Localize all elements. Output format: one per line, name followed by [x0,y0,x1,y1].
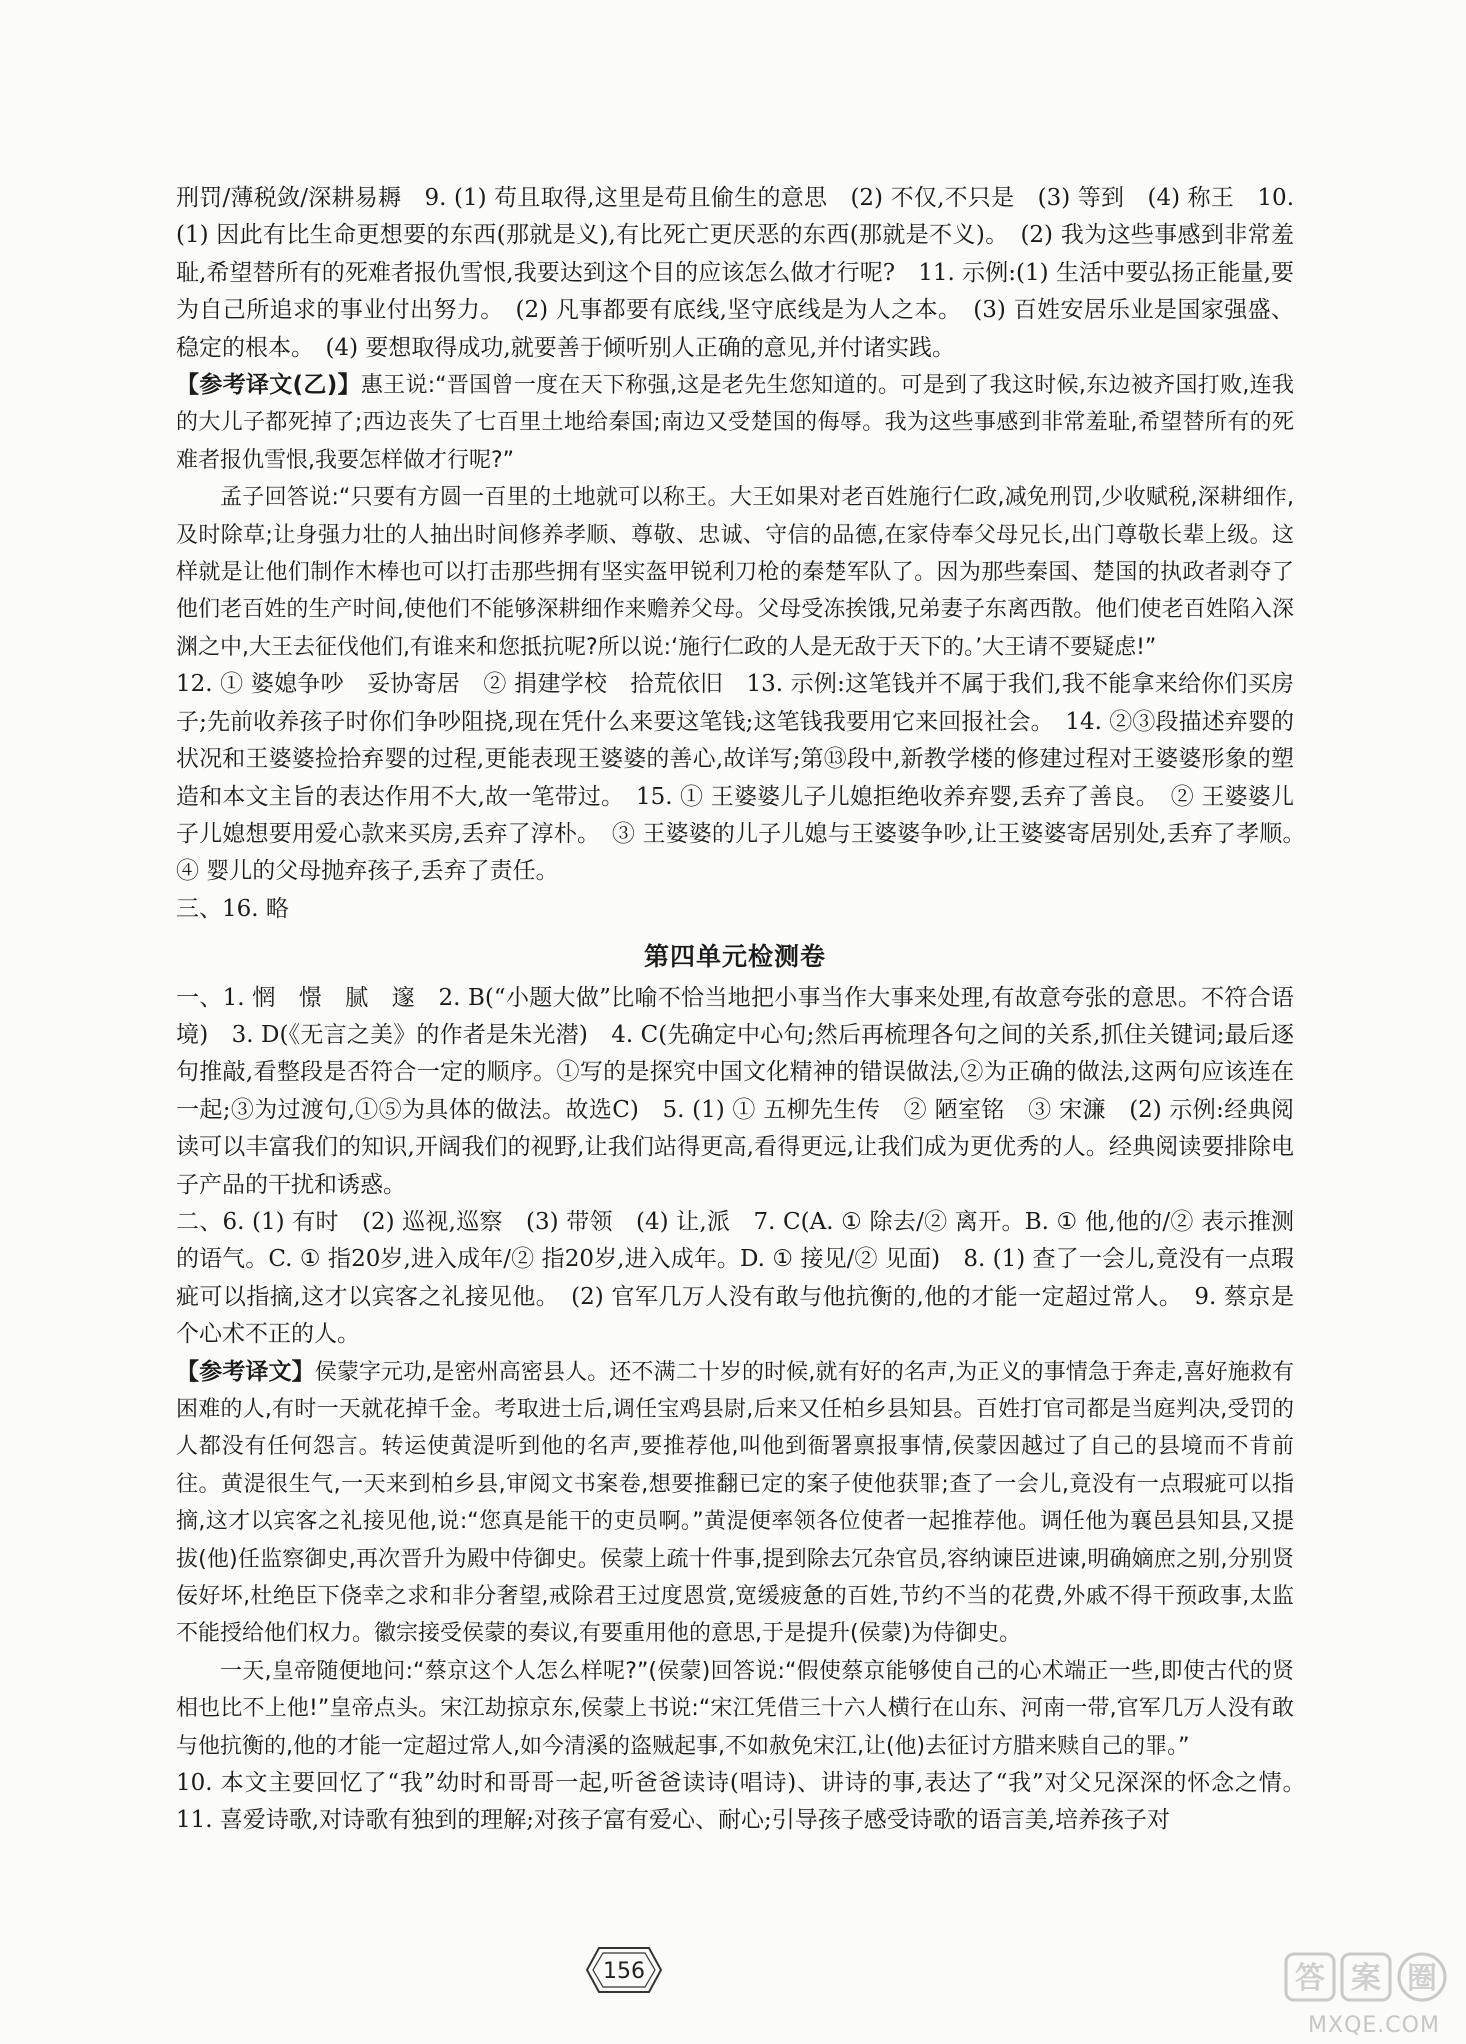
translation-b-para2: 孟子回答说:“只要有方圆一百里的土地就可以称王。大王如果对老百姓施行仁政,减免刑罚,少收赋税,深耕细作,及时除草;让身强力壮的人抽出时间修养孝顺、尊敬、忠诚、守信的品德,在家侍奉父母兄长,出门尊敬长辈上级。这样就是让他们制作木棒也可以打击那些拥有坚实盔甲锐利刀枪的秦楚军队了。因为那些秦国、楚国的执政者剥夺了他们老百姓的生产时间,使他们不能够深耕细作来赡养父母。父母受冻挨饿,兄弟妻子东离西散。他们使老百姓陷入深渊之中,大王去征伐他们,有谁来和您抵抗呢?所以说:‘施行仁政的人是无敌于天下的。’大王请不要疑虑!” [176,485,1294,660]
translation-4-label: 【参考译文】 [176,1358,315,1385]
section-title: 第四单元检测卷 [643,942,826,972]
page-number-badge [585,1944,663,1996]
translation-b-text: 惠王说:“晋国曾一度在天下称强,这是老先生您知道的。可是到了我这时候,东边被齐国打败,连我的大儿子都死掉了;西边丧失了七百里土地给秦国;南边又受楚国的侮辱。我为这些事感到非常羞耻,希望替所有的死难者报仇雪恨,我要怎样做才行呢?” [176,373,1294,473]
svg-text:案: 案 [1351,1961,1381,1996]
answers-12-15: 12. ① 婆媳争吵 妥协寄居 ② 捐建学校 拾荒依旧 13. 示例:这笔钱并不属于我们,我不能拿来给你们买房子;先前收养孩子时你们争吵阻挠,现在凭什么来要这笔钱;这笔钱我要用它来回报社会。 14. ②③段描述弃婴的状况和王婆婆捡拾弃婴的过程,更能表现王婆婆的善心,故详写;第⑬段中,新教学楼的修建过程对王婆婆形象的塑造和本文主旨的表达作用不大,故一笔带过。 15. ① 王婆婆儿子儿媳拒绝收养弃婴,丢弃了善良。 ② 王婆婆儿子儿媳想要用爱心款来买房,丢弃了淳朴。 ③ 王婆婆的儿子儿媳与王婆婆争吵,让王婆婆寄居别处,丢弃了孝顺。 ④ 婴儿的父母抛弃孩子,丢弃了责任。 [176,671,1317,885]
watermark [1278,1948,1460,2040]
watermark-logo-icon [1278,1948,1460,2040]
part-one-answers: 一、1. 惘 憬 腻 邃 2. B(“小题大做”比喻不恰当地把小事当作大事来处理,有故意夸张的意思。不符合语境) 3. D(《无言之美》的作者是朱光潜) 4. C(先确定中心句;然后再梳理各句之间的关系,抓住关键词;最后逐句推敲,看整段是否符合一定的顺序。①写的是探究中国文化精神的错误做法,②为正确的做法,这两句应该连在一起;③为过渡句,①⑤为具体的做法。故选C) 5. (1) ① 五柳先生传 ② 陋室铭 ③ 宋濂 (2) 示例:经典阅读可以丰富我们的知识,开阔我们的视野,让我们站得更高,看得更远,让我们成为更优秀的人。经典阅读要排除电子产品的干扰和诱惑。 [176,984,1294,1198]
svg-text:MXQE.COM: MXQE.COM [1308,2013,1440,2038]
answer-16: 三、16. 略 [176,895,289,922]
translation-b-para1 [176,367,1294,479]
svg-text:圈: 圈 [1407,1961,1437,1996]
translation-b-label: 【参考译文(乙)】 [176,372,361,399]
page-content [176,180,1317,1840]
part-two-answers: 二、6. (1) 有时 (2) 巡视,巡察 (3) 带领 (4) 让,派 7. C(A. ① 除去/② 离开。B. ① 他,他的/② 表示推测的语气。C. ① 指20岁,进入成年/② 指20岁,进入成年。D. ① 接见/② 见面) 8. (1) 查了一会儿,竟没有一点瑕疵可以指摘,这才以宾客之礼接见他。 (2) 官军几万人没有敢与他抗衡的,他的才能一定超过常人。 9. 蔡京是个心术不正的人。 [176,1208,1294,1348]
answers-9-11: 刑罚/薄税敛/深耕易耨 9. (1) 苟且取得,这里是苟且偷生的意思 (2) 不仅,不只是 (3) 等到 (4) 称王 10. (1) 因此有比生命更想要的东西(那就是义),有比死亡更厌恶的东西(那就是不义)。 (2) 我为这些事感到非常羞耻,希望替所有的死难者报仇雪恨,我要达到这个目的应该怎么做才行呢? 11. 示例:(1) 生活中要弘扬正能量,要为自己所追求的事业付出努力。 (2) 凡事都要有底线,坚守底线是为人之本。 (3) 百姓安居乐业是国家强盛、稳定的根本。 (4) 要想取得成功,就要善于倾听别人正确的意见,并付诸实践。 [176,185,1294,361]
translation-4-text: 侯蒙字元功,是密州高密县人。还不满二十岁的时候,就有好的名声,为正义的事情急于奔走,喜好施救有困难的人,有时一天就花掉千金。考取进士后,调任宝鸡县尉,后来又任柏乡县知县。百姓打官司都是当庭判决,受罚的人都没有任何怨言。转运使黄湜听到他的名声,要推荐他,叫他到衙署禀报事情,侯蒙因越过了自己的县境而不肯前往。黄湜很生气,一天来到柏乡县,审阅文书案卷,想要推翻已定的案子使他获罪;查了一会儿,竟没有一点瑕疵可以指摘,这才以宾客之礼接见他,说:“您真是能干的吏员啊。”黄湜便率领各位使者一起推荐他。调任他为襄邑县知县,又提拔(他)任监察御史,再次晋升为殿中侍御史。侯蒙上疏十件事,提到除去冗杂官员,容纳谏臣进谏,明确嫡庶之别,分别贤佞好坏,杜绝臣下侥幸之求和非分奢望,戒除君王过度恩赏,宽缓疲惫的百姓,节约不当的花费,外戚不得干预政事,太监不能授给他们权力。徽宗接受侯蒙的奏议,有要重用他的意思,于是提升(侯蒙)为侍御史。 [176,1359,1295,1647]
translation-4-para2: 一天,皇帝随便地问:“蔡京这个人怎么样呢?”(侯蒙)回答说:“假使蔡京能够使自己的心术端正一些,即使古代的贤相也比不上他!”皇帝点头。宋江劫掠京东,侯蒙上书说:“宋江凭借三十六人横行在山东、河南一带,官军几万人没有敢与他抗衡的,他的才能一定超过常人,如今清溪的盗贼起事,不如赦免宋江,让(他)去征讨方腊来赎自己的罪。” [176,1658,1294,1759]
answers-10-11: 10. 本文主要回忆了“我”幼时和哥哥一起,听爸爸读诗(唱诗)、讲诗的事,表达了“我”对父兄深深的怀念之情。 11. 喜爱诗歌,对诗歌有独到的理解;对孩子富有爱心、耐心;引导孩子感受诗歌的语言美,培养孩子对 [176,1770,1317,1834]
page-number: 156 [603,1959,645,1984]
translation-4-para1 [176,1354,1294,1653]
page-number-frame-icon [585,1944,663,1996]
svg-text:答: 答 [1295,1961,1325,1996]
